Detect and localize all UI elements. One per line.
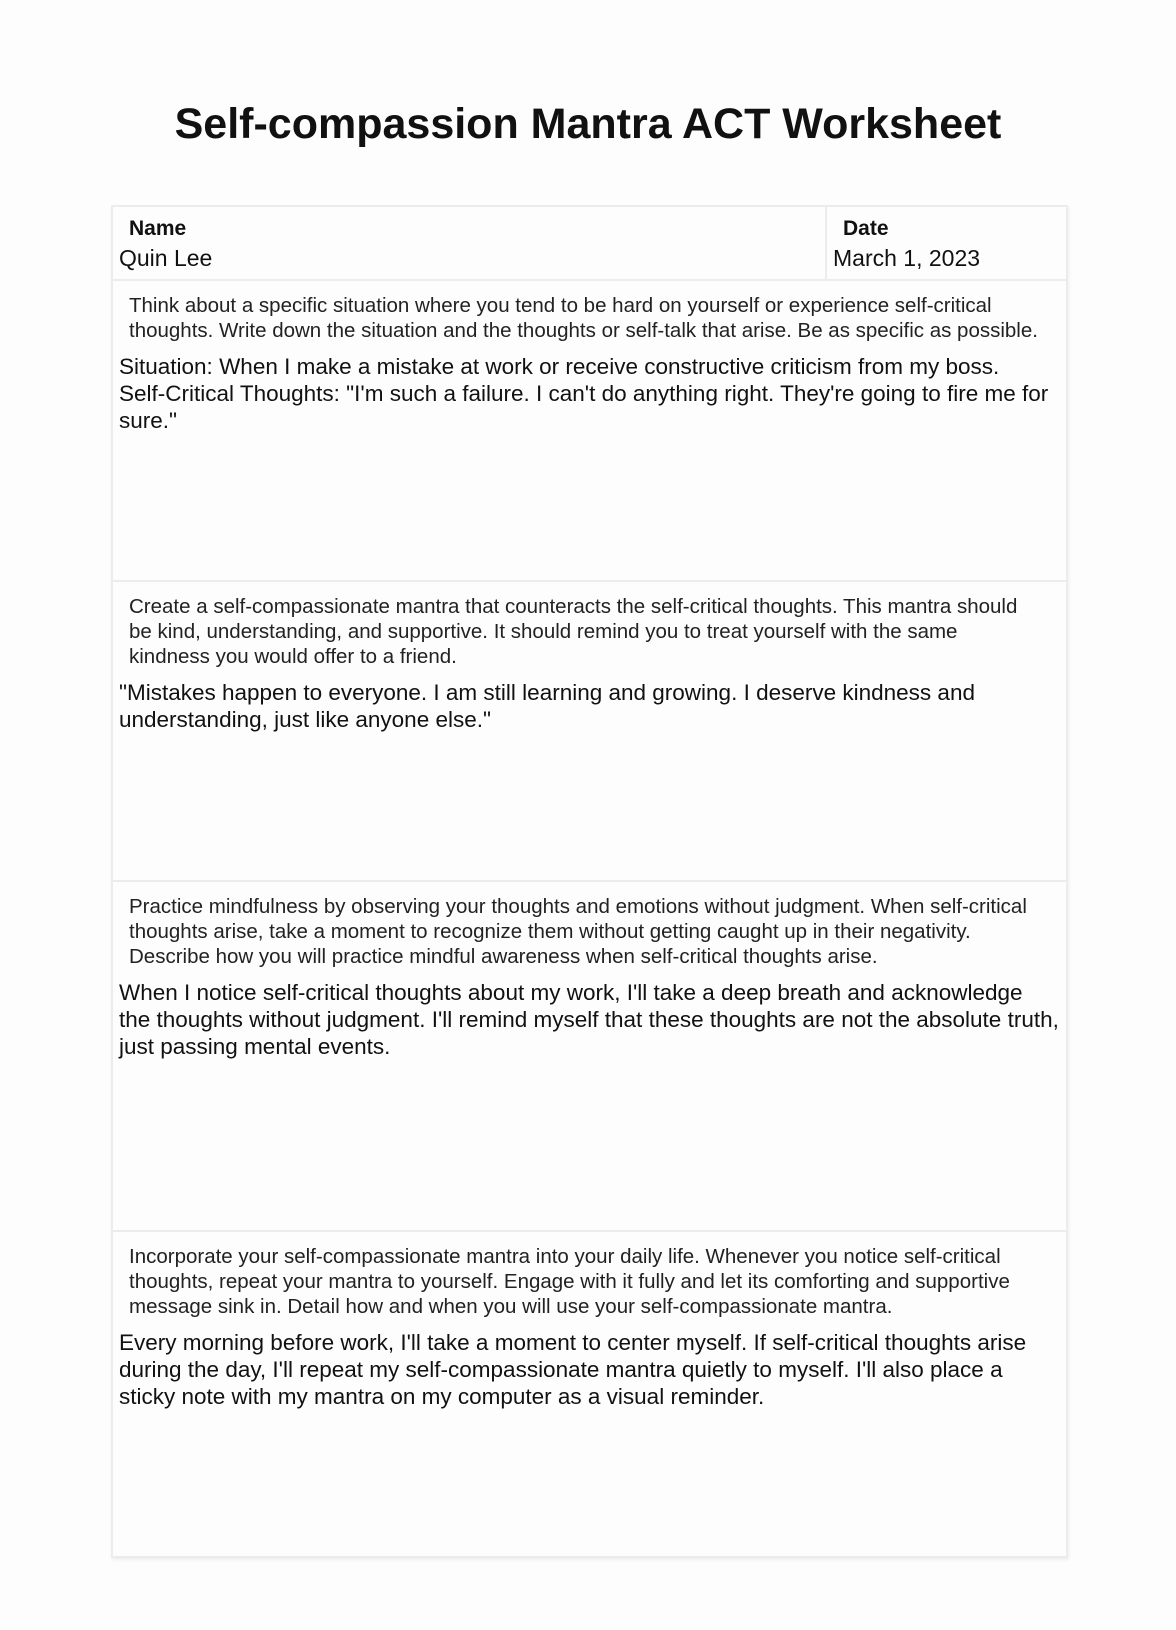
date-cell <box>827 207 1066 279</box>
answer-line: Every morning before work, I'll take a moment to center myself. If self-critical thoughts arise during the day, I'll repeat my self-compassionate mantra quietly to myself. I'll also place a sticky note with my mantra on my computer as a visual reminder. <box>119 1330 1027 1409</box>
section-daily-use <box>113 1232 1066 1556</box>
date-field[interactable]: March 1, 2023 <box>833 245 981 271</box>
section-mantra <box>113 582 1066 882</box>
section-answer[interactable] <box>119 979 1060 1060</box>
section-answer[interactable] <box>119 353 1060 434</box>
header-row <box>113 207 1066 281</box>
date-label: Date <box>843 217 889 240</box>
section-mindfulness <box>113 882 1066 1232</box>
page-title: Self-compassion Mantra ACT Worksheet <box>174 100 1002 148</box>
name-field[interactable]: Quin Lee <box>119 245 213 271</box>
section-instruction: Think about a specific situation where you tend to be hard on yourself or experience self-critical thoughts. Write down the situation and the thoughts or self-talk that arise. Be as specific as possible. <box>129 294 1038 342</box>
name-label: Name <box>129 217 187 240</box>
section-instruction: Practice mindfulness by observing your thoughts and emotions without judgment. When self-critical thoughts arise, take a moment to recognize them without getting caught up in their negativity. Describe how you will practice mindful awareness when self-critical thoughts arise. <box>129 895 1027 968</box>
answer-line: Self-Critical Thoughts: "I'm such a failure. I can't do anything right. They're going to fire me for sure." <box>119 381 1049 433</box>
name-cell <box>113 207 827 279</box>
section-answer[interactable] <box>119 1329 1060 1410</box>
answer-line: Situation: When I make a mistake at work or receive constructive criticism from my boss. <box>119 354 1000 379</box>
section-answer[interactable] <box>119 679 1060 733</box>
section-situation <box>113 281 1066 582</box>
worksheet-table <box>111 205 1068 1558</box>
section-instruction: Incorporate your self-compassionate mantra into your daily life. Whenever you notice self-critical thoughts, repeat your mantra to yourself. Engage with it fully and let its comforting and supportive message sink in. Detail how and when you will use your self-compassionate mantra. <box>129 1245 1010 1318</box>
answer-line: "Mistakes happen to everyone. I am still learning and growing. I deserve kindness and understanding, just like anyone else." <box>119 680 975 732</box>
section-instruction: Create a self-compassionate mantra that counteracts the self-critical thoughts. This mantra should be kind, understanding, and supportive. It should remind you to treat yourself with the same kindness you would offer to a friend. <box>129 595 1018 668</box>
answer-line: When I notice self-critical thoughts about my work, I'll take a deep breath and acknowledge the thoughts without judgment. I'll remind myself that these thoughts are not the absolute truth, just passing mental events. <box>119 980 1059 1059</box>
